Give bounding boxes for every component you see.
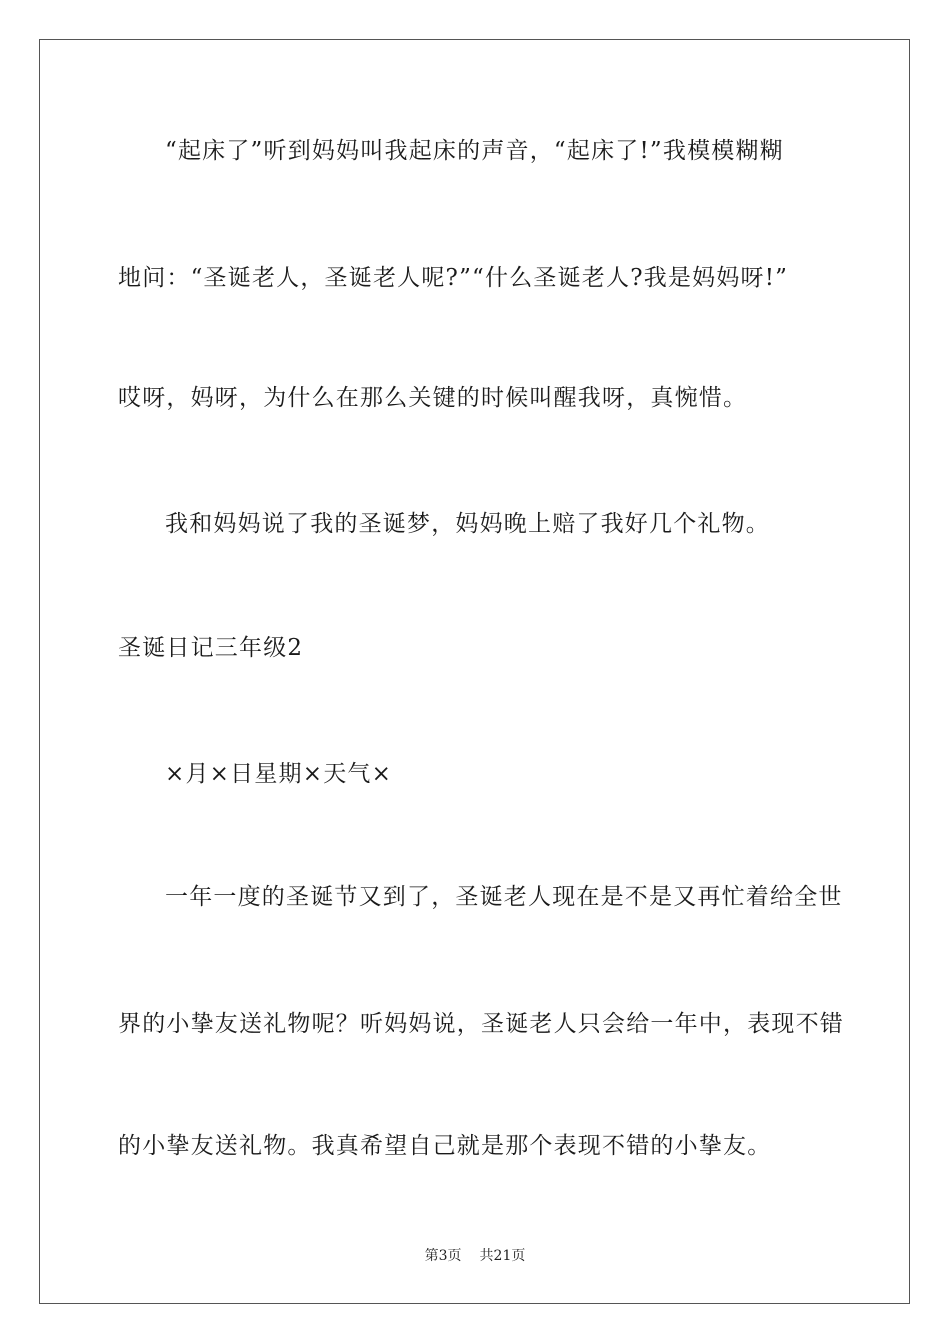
section-heading: 圣诞日记三年级2 [118,635,304,661]
paragraph-1-line-1: “起床了”听到妈妈叫我起床的声音，“起床了!”我模模糊糊 [165,138,784,164]
page-border [39,39,910,1304]
paragraph-1-line-3: 哎呀，妈呀，为什么在那么关键的时候叫醒我呀，真惋惜。 [118,385,748,411]
paragraph-3-line-1: 一年一度的圣诞节又到了，圣诞老人现在是不是又再忙着给全世 [165,884,843,910]
page-footer [0,1247,950,1265]
paragraph-1-line-2: 地问：“圣诞老人，圣诞老人呢?”“什么圣诞老人?我是妈妈呀!” [118,265,789,291]
paragraph-3-line-2: 界的小挚友送礼物呢？听妈妈说，圣诞老人只会给一年中，表现不错 [118,1011,844,1037]
paragraph-3-line-3: 的小挚友送礼物。我真希望自己就是那个表现不错的小挚友。 [118,1133,772,1159]
paragraph-2-line-1: 我和妈妈说了我的圣诞梦，妈妈晚上赔了我好几个礼物。 [165,511,770,537]
page-number: 第3页 [424,1248,462,1264]
page-total: 共21页 [479,1248,526,1264]
date-line: ×月×日星期×天气× [165,761,393,787]
